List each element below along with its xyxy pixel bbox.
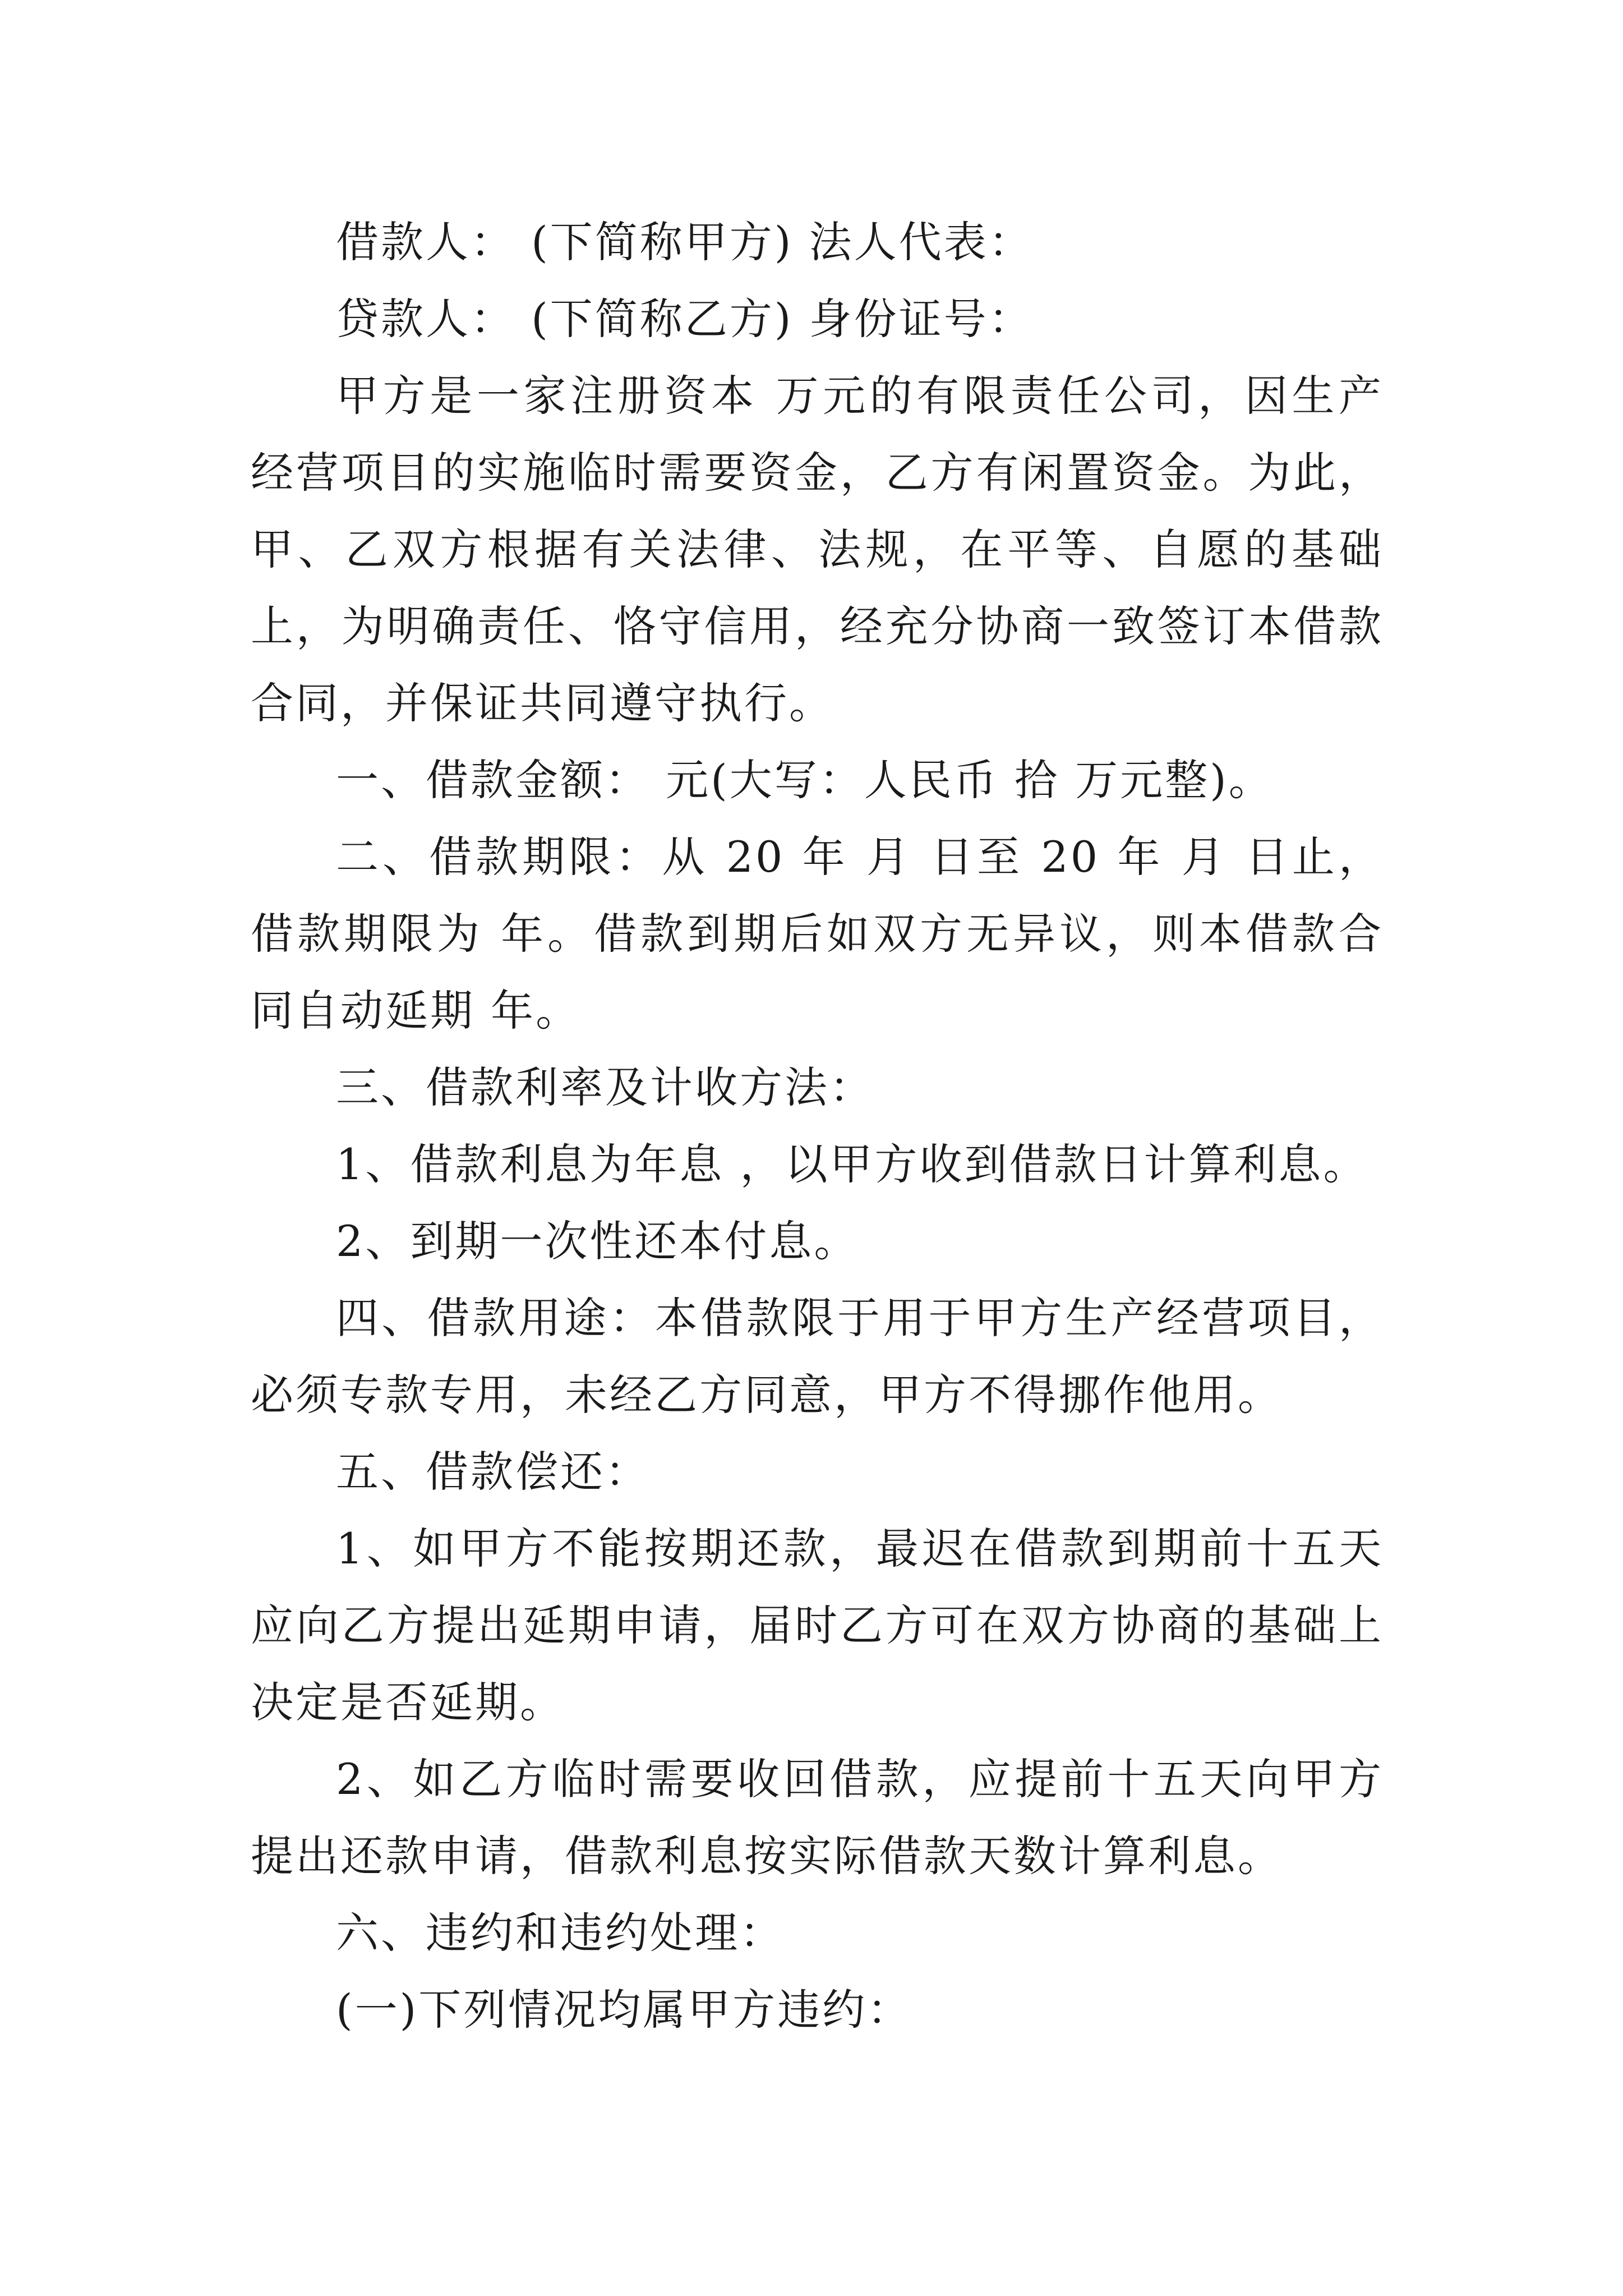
paragraph-loan-amount: 一、借款金额： 元(大写：人民币 拾 万元整)。 [336,755,1274,805]
paragraph-borrower: 借款人： (下简称甲方) 法人代表： [336,217,1034,267]
paragraph-breach-heading: 六、违约和违约处理： [336,1908,785,1958]
paragraph-breach-sub-1: (一)下列情况均属甲方违约： [336,1985,912,2035]
paragraph-repayment-item-1: 1、如甲方不能按期还款，最迟在借款到期前十五天应向乙方提出延期申请，届时乙方可在双方协商的基础上决定是否延期。 [251,1524,1384,1727]
paragraph-repayment-item-2: 2、如乙方临时需要收回借款，应提前十五天向甲方提出还款申请，借款利息按实际借款天数计算利息。 [251,1754,1384,1881]
paragraph-repayment-heading: 五、借款偿还： [336,1447,650,1497]
paragraph-interest-heading: 三、借款利率及计收方法： [336,1062,874,1112]
paragraph-interest-item-2: 2、到期一次性还本付息。 [336,1216,859,1266]
paragraph-lender: 贷款人： (下简称乙方) 身份证号： [336,294,1034,344]
paragraph-interest-item-1: 1、借款利息为年息 ，以甲方收到借款日计算利息。 [336,1139,1368,1189]
paragraph-preamble: 甲方是一家注册资本 万元的有限责任公司，因生产经营项目的实施临时需要资金，乙方有闲置资金。为此，甲、乙双方根据有关法律、法规，在平等、自愿的基础上，为明确责任、恪守信用，经充分协商一致签订本借款合同，并保证共同遵守执行。 [251,371,1384,728]
paragraph-loan-term: 二、借款期限：从 20 年 月 日至 20 年 月 日止，借款期限为 年。借款到期后如双方无异议，则本借款合同自动延期 年。 [251,832,1384,1036]
document-body [251,204,1384,2048]
paragraph-loan-purpose: 四、借款用途：本借款限于用于甲方生产经营项目，必须专款专用，未经乙方同意，甲方不得挪作他用。 [251,1293,1384,1420]
